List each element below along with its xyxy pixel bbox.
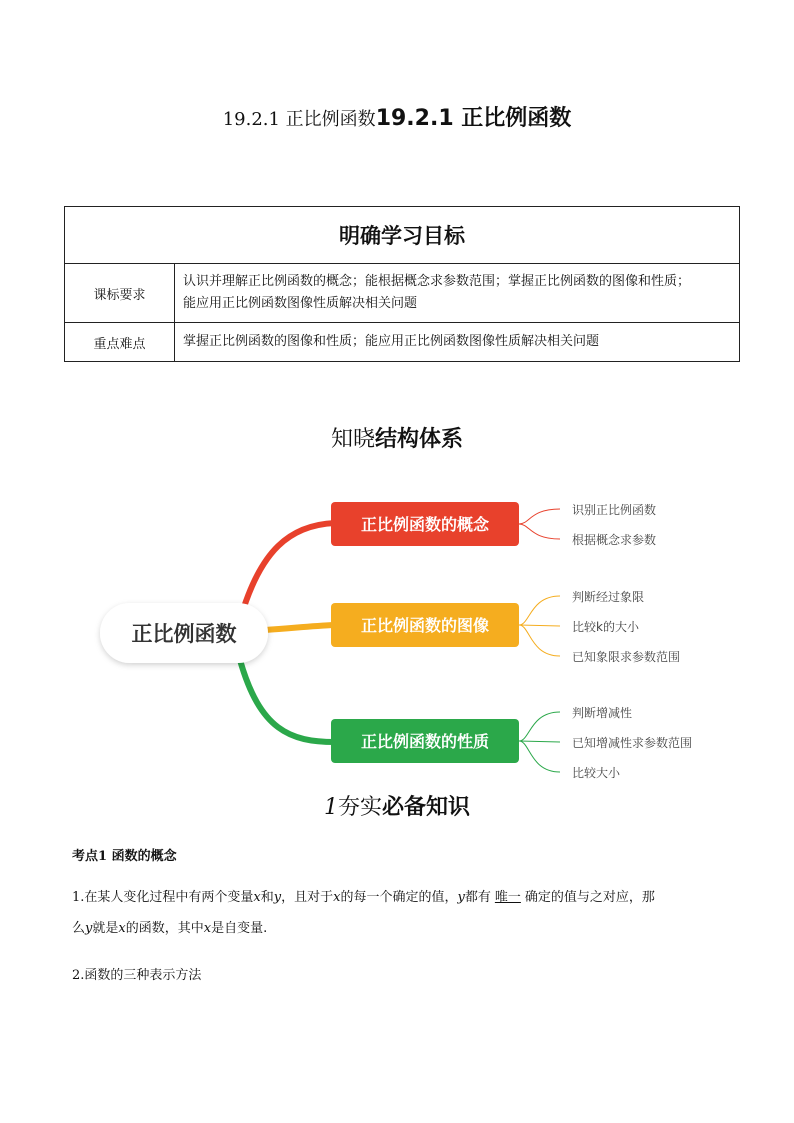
leaf-connector [519, 741, 560, 742]
var-y: y [85, 921, 93, 936]
branch-connector-1 [240, 523, 335, 620]
leaf-label: 根据概念求参数 [572, 533, 657, 547]
para-text: ，且对于 [281, 890, 334, 905]
para-text: 的每一个确定的值， [340, 890, 458, 905]
leaf-connector [519, 509, 560, 524]
structure-heading-bold: 结构体系 [375, 427, 464, 452]
goals-table [64, 206, 740, 362]
leaf-connector [519, 524, 560, 539]
structure-heading [0, 424, 794, 456]
var-x: x [333, 890, 341, 905]
branch-label: 正比例函数的概念 [360, 515, 490, 534]
goals-row-label: 重点难点 [65, 323, 175, 362]
para-text: 确定的值与之对应，那 [524, 890, 655, 905]
mind-map-root-label: 正比例函数 [131, 622, 237, 646]
var-x: x [253, 890, 261, 905]
goals-heading-normal: 明确 [339, 224, 381, 248]
kp1-title: 考点1 函数的概念 [72, 849, 177, 864]
mind-map [90, 490, 710, 790]
leaf-label: 比较k的大小 [572, 620, 639, 634]
leaf-connector [519, 596, 560, 625]
goals-heading [65, 207, 740, 264]
para-representation-methods: 2.函数的三种表示方法 [72, 968, 202, 983]
leaf-connector [519, 625, 560, 656]
leaf-label: 判断经过象限 [572, 590, 645, 604]
goals-row-content-line: 认识并理解正比例函数的概念；能根据概念求参数范围；掌握正比例函数的图像和性质； [183, 274, 691, 289]
para-text: 1.在某人变化过程中有两个变量 [72, 890, 254, 905]
var-y: y [273, 890, 282, 905]
leaf-label: 识别正比例函数 [572, 503, 657, 517]
para-text: 都有 [464, 890, 491, 905]
goals-row-label: 课标要求 [65, 264, 175, 323]
leaf-connector [519, 625, 560, 626]
leaf-label: 判断增减性 [572, 706, 633, 720]
goals-heading-bold: 学习目标 [381, 224, 465, 248]
para-text: 么 [72, 921, 86, 936]
fill-blank: 唯一 [494, 890, 521, 905]
leaf-label: 已知增减性求参数范围 [572, 736, 693, 750]
branch-label: 正比例函数的性质 [360, 732, 490, 751]
leaf-label: 比较大小 [572, 766, 621, 780]
para-text: 的函数，其中 [125, 921, 204, 936]
branch-connector-2 [265, 625, 335, 630]
var-x: x [203, 921, 212, 936]
title-part-2: 19.2.1 正比例函数 [375, 106, 572, 131]
para-text: 就是 [92, 921, 119, 936]
page-title [0, 104, 794, 135]
knowledge-heading-number: 1 [323, 795, 338, 820]
knowledge-heading-bold: 必备知识 [382, 795, 471, 820]
branch-label: 正比例函数的图像 [360, 616, 490, 635]
var-x: x [118, 921, 126, 936]
goals-row-content-line: 能应用正比例函数图像性质解决相关问题 [183, 296, 418, 311]
var-y: y [457, 890, 465, 905]
leaf-label: 已知象限求参数范围 [572, 650, 681, 664]
title-part-1: 19.2.1 正比例函数 [222, 109, 376, 130]
knowledge-heading [0, 792, 794, 824]
leaf-connector [519, 712, 560, 741]
goals-row-content [175, 264, 740, 323]
knowledge-heading-normal: 夯实 [337, 795, 382, 820]
structure-heading-normal: 知晓 [330, 427, 375, 452]
goals-row-content: 掌握正比例函数的图像和性质；能应用正比例函数图像性质解决相关问题 [175, 323, 740, 362]
leaf-connector [519, 741, 560, 772]
para-function-definition [72, 882, 722, 944]
para-text: 和 [260, 890, 274, 905]
branch-connector-3 [240, 660, 335, 742]
para-text: 是自变量. [211, 921, 268, 936]
